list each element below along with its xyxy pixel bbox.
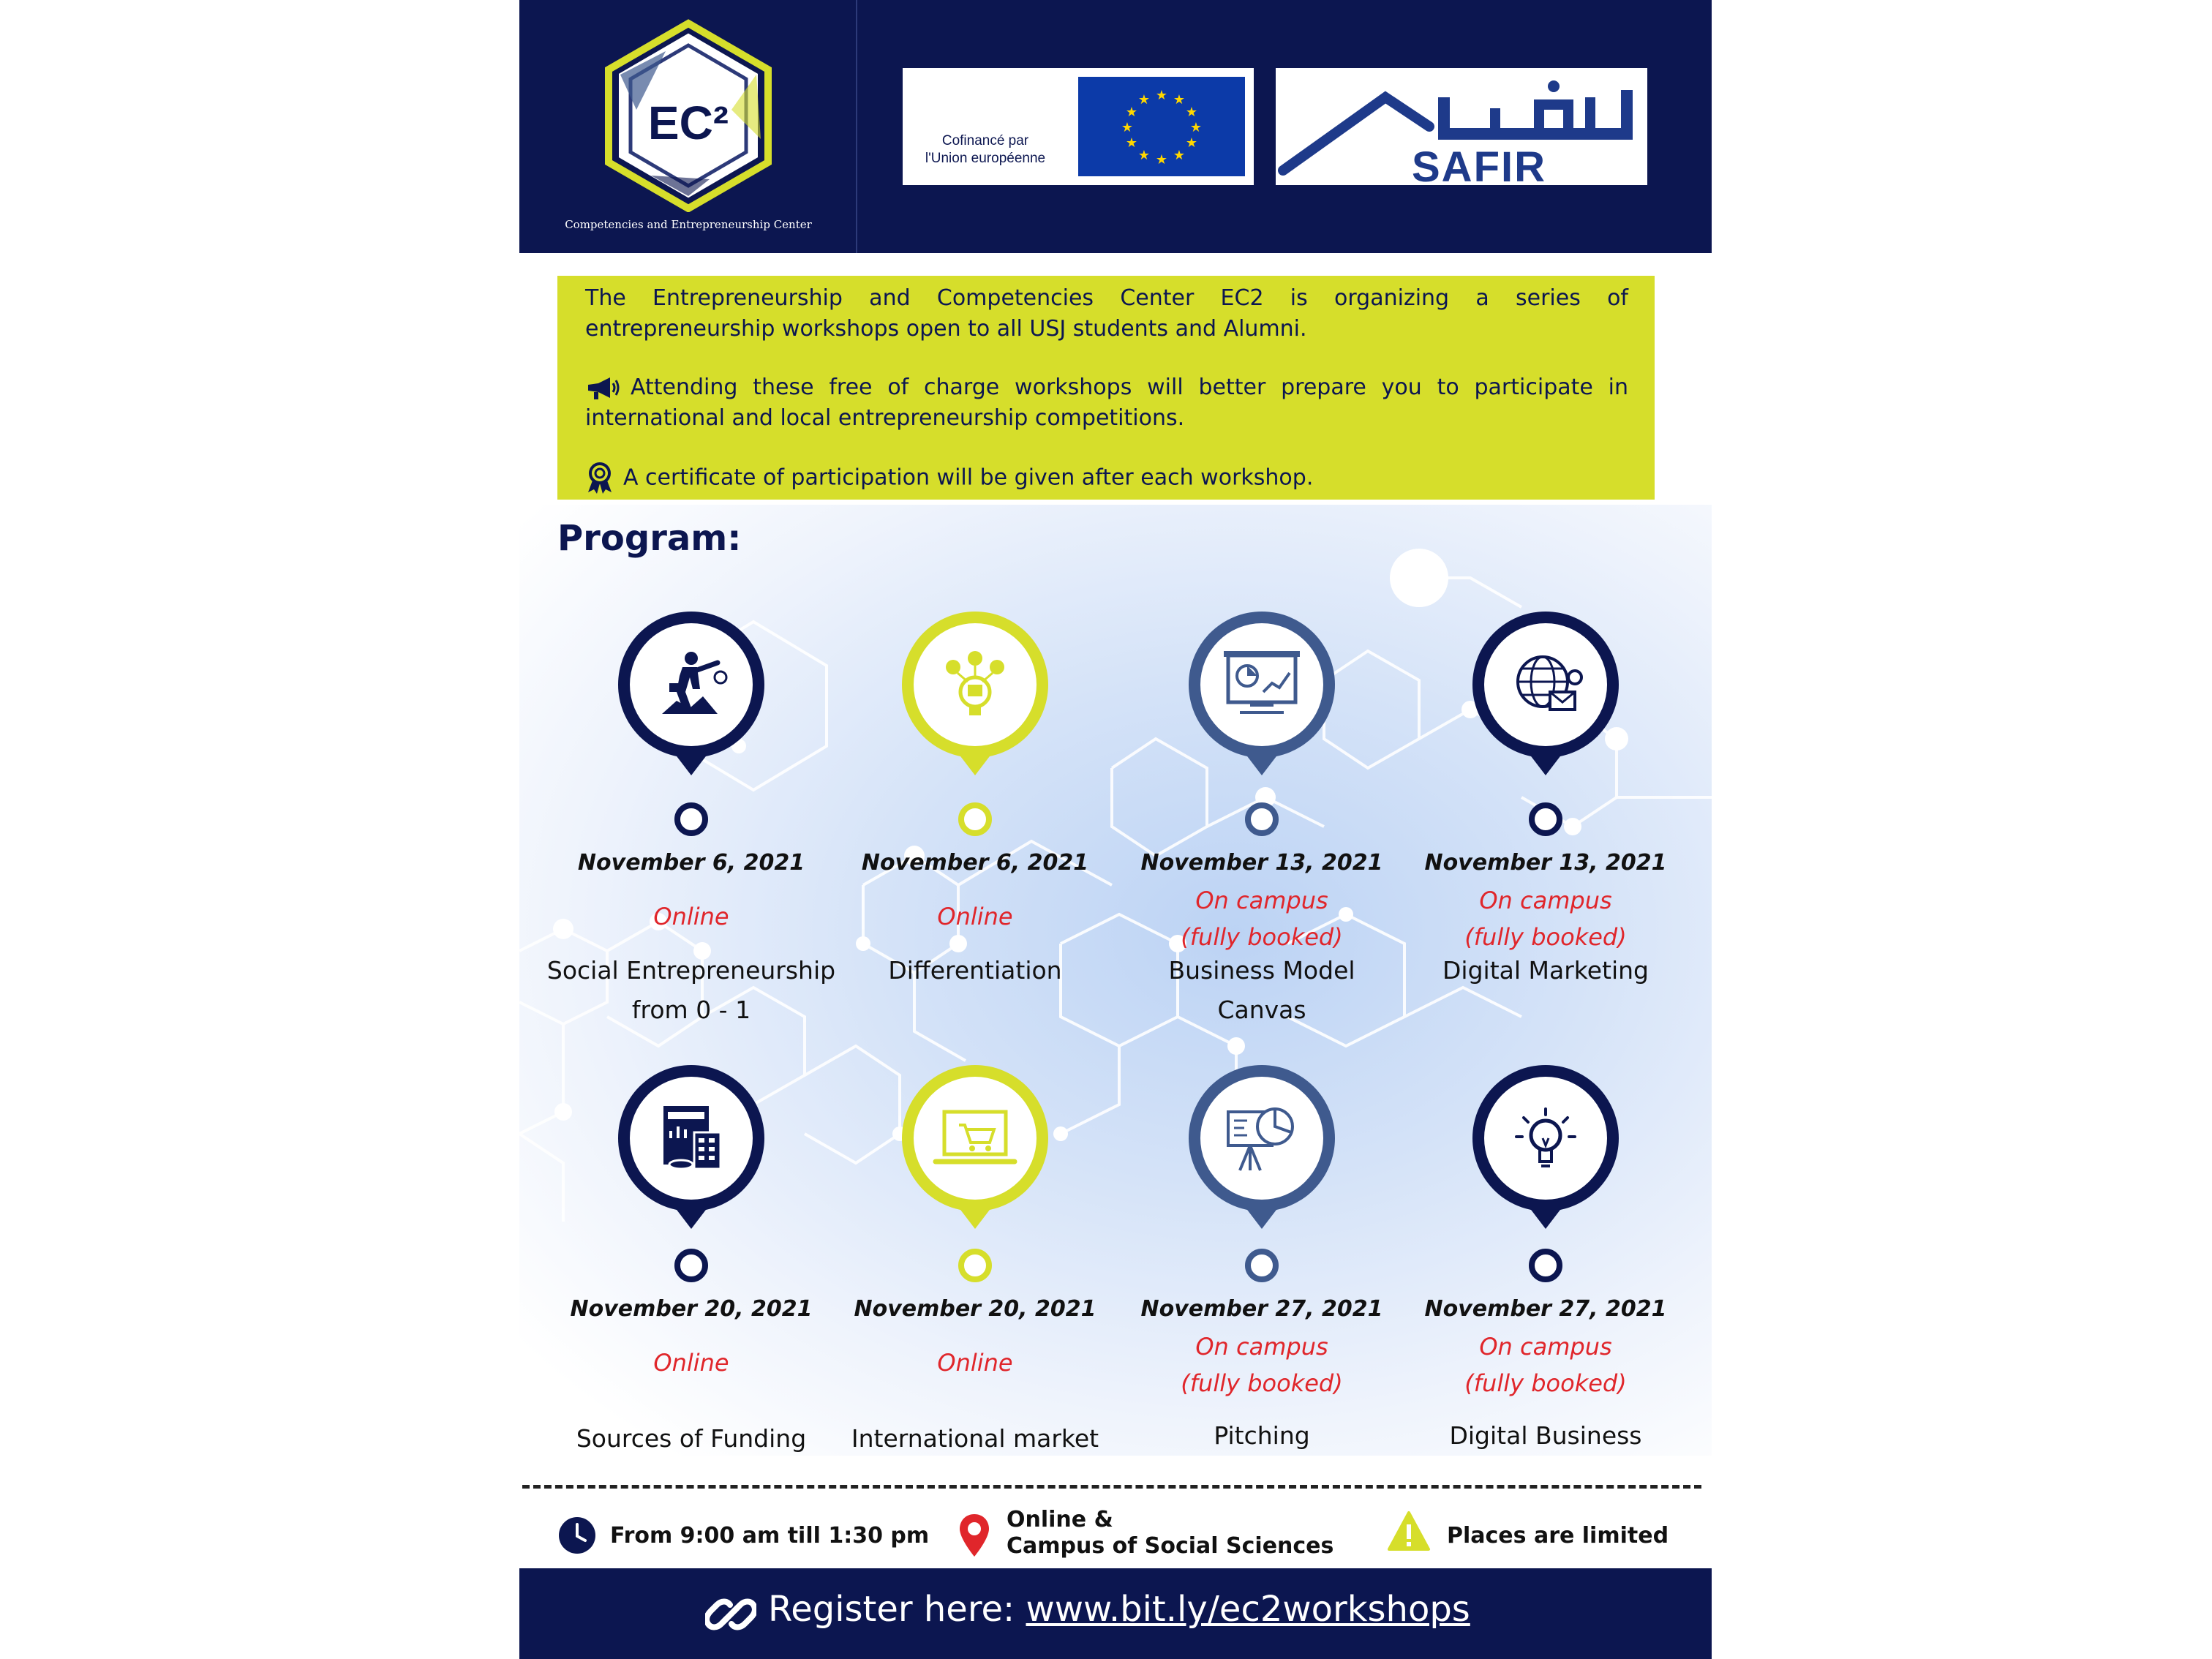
register-label: Register here:	[768, 1589, 1015, 1630]
eu-flag-icon	[1078, 77, 1245, 176]
safir-logo-text: SAFIR	[1412, 143, 1546, 191]
workshop-title: Business Model Canvas	[1168, 956, 1355, 1024]
workshop-pin	[611, 607, 772, 797]
timeline-marker	[956, 800, 994, 838]
workshop-mode: On campus (fully booked)	[1181, 887, 1343, 951]
svg-text:★: ★	[1189, 120, 1203, 135]
ec2-logo	[519, 0, 857, 212]
location-pin-icon	[958, 1513, 990, 1558]
workshop-title: Digital Business	[1449, 1421, 1642, 1450]
program-title: Program:	[557, 518, 742, 559]
workshop-pin	[1181, 607, 1342, 797]
workshop-pin	[611, 1061, 772, 1251]
workshop-title: Differentiation	[888, 956, 1062, 985]
svg-text:★: ★	[1185, 105, 1198, 120]
award-ribbon-icon	[585, 462, 614, 495]
eu-logo-text: Cofinancé par l'Union européenne	[925, 133, 1046, 166]
svg-text:★: ★	[1173, 148, 1186, 163]
svg-text:★: ★	[1125, 135, 1138, 151]
link-chain-icon	[705, 1589, 756, 1640]
ec2-logo-panel	[519, 0, 857, 253]
workshop-mode: Online	[937, 903, 1013, 930]
poster	[519, 0, 1712, 1659]
svg-text:★: ★	[1137, 148, 1151, 163]
workshop-mode: On campus (fully booked)	[1464, 1333, 1627, 1397]
megaphone-icon	[585, 376, 622, 401]
timeline-marker	[1527, 800, 1565, 838]
workshop-pin	[1465, 1061, 1626, 1251]
timeline-marker	[1527, 1246, 1565, 1284]
workshop-title: Sources of Funding	[576, 1424, 807, 1453]
svg-text:★: ★	[1121, 120, 1134, 135]
timeline-marker	[672, 800, 710, 838]
workshop-mode: Online	[653, 1349, 729, 1377]
intro-box	[557, 276, 1655, 500]
register-link[interactable]: www.bit.ly/ec2workshops	[1026, 1589, 1470, 1630]
workshop-date: November 20, 2021	[570, 1296, 813, 1322]
time-text: From 9:00 am till 1:30 pm	[610, 1523, 930, 1549]
workshop-pin	[895, 1061, 1056, 1251]
workshop-mode: On campus (fully booked)	[1464, 887, 1627, 951]
intro-paragraph-3: A certificate of participation will be given after each workshop.	[585, 462, 1628, 495]
svg-text:★: ★	[1125, 105, 1138, 120]
clock-icon	[557, 1516, 597, 1555]
workshop-date: November 13, 2021	[1140, 850, 1383, 876]
workshop-mode: Online	[653, 903, 729, 930]
workshop-title: International market	[851, 1424, 1099, 1453]
dashed-divider	[522, 1485, 1701, 1489]
workshop-title: Digital Marketing	[1442, 956, 1649, 985]
register-text	[768, 1589, 1470, 1630]
workshop-pin	[1181, 1061, 1342, 1251]
svg-text:★: ★	[1155, 88, 1168, 103]
workshop-date: November 27, 2021	[1424, 1296, 1667, 1322]
timeline-marker	[1243, 800, 1281, 838]
workshop-mode: On campus (fully booked)	[1181, 1333, 1343, 1397]
workshop-mode: Online	[937, 1349, 1013, 1377]
intro-paragraph-1: The Entrepreneurship and Competencies Center EC2 is organizing a series of entrepreneurship workshops open to all USJ students and Alumni.	[585, 285, 1628, 342]
warning-icon	[1387, 1510, 1431, 1554]
workshop-date: November 6, 2021	[861, 850, 1089, 876]
eu-logo	[903, 68, 1254, 185]
ec2-logo-text: EC²	[647, 97, 729, 149]
intro-paragraph-2: Attending these free of charge workshops will better prepare you to participate in international and local entrepreneurship competitions.	[585, 375, 1628, 431]
workshop-title: Pitching	[1214, 1421, 1310, 1450]
timeline-marker	[956, 1246, 994, 1284]
timeline-marker	[672, 1246, 710, 1284]
workshop-date: November 20, 2021	[854, 1296, 1096, 1322]
workshop-pin	[895, 607, 1056, 797]
location-text: Online & Campus of Social Sciences	[1007, 1507, 1334, 1559]
header-banner	[519, 0, 1712, 253]
svg-text:★: ★	[1155, 152, 1168, 168]
workshop-date: November 13, 2021	[1424, 850, 1667, 876]
workshop-date: November 6, 2021	[577, 850, 805, 876]
limited-text: Places are limited	[1447, 1523, 1669, 1549]
svg-text:★: ★	[1137, 92, 1151, 108]
timeline-marker	[1243, 1246, 1281, 1284]
ec2-caption: Competencies and Entrepreneurship Center	[565, 218, 812, 231]
svg-text:★: ★	[1173, 92, 1186, 108]
workshop-date: November 27, 2021	[1140, 1296, 1383, 1322]
safir-logo	[1276, 68, 1647, 191]
register-footer	[519, 1568, 1712, 1659]
workshop-pin	[1465, 607, 1626, 797]
workshop-title: Social Entrepreneurship from 0 - 1	[546, 956, 836, 1024]
svg-text:★: ★	[1185, 135, 1198, 151]
